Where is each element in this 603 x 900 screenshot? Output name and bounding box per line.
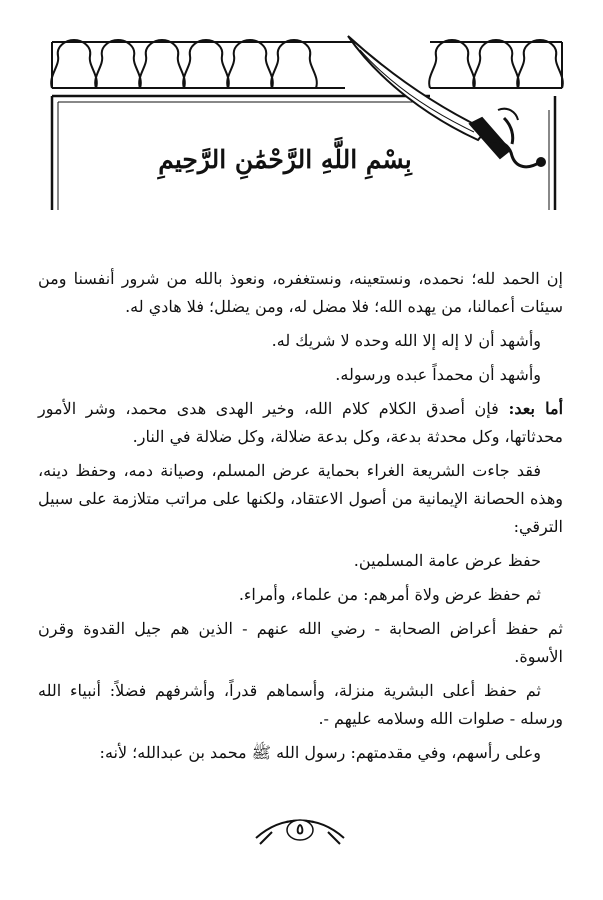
paragraph: إن الحمد لله؛ نحمده، ونستعينه، ونستغفره، ونعوذ بالله من شرور أنفسنا ومن سيئات أعمالنا، من يهده الله؛ فلا مضل له، ومن يضلل؛ فلا هادي له. (38, 269, 563, 316)
header-ornament (0, 0, 603, 230)
paragraph: فقد جاءت الشريعة الغراء بحماية عرض المسلم، وصيانة دمه، وحفظ دينه، وهذه الحصانة الإيمانية من أصول الاعتقاد، ولكنها على مراتب متلازمة على سبيل الترقي: (38, 461, 563, 536)
page-number: ٥ (295, 820, 305, 838)
paragraph: أما بعد: فإن أصدق الكلام كلام الله، وخير الهدى هدى محمد، وشر الأمور محدثاتها، وكل محدثة بدعة، وكل بدعة ضلالة، وكل ضلالة في النار. (38, 399, 564, 446)
paragraph: وأشهد أن محمداً عبده ورسوله. (335, 365, 541, 384)
page-body (38, 265, 563, 773)
basmala-heading: بِسْمِ اللَّهِ الرَّحْمَٰنِ الرَّحِيمِ (158, 145, 412, 174)
paragraph-lead: أما بعد: (508, 399, 564, 418)
paragraph: وعلى رأسهم، وفي مقدمتهم: رسول الله ﷺ محمد بن عبدالله؛ لأنه: (99, 743, 541, 762)
scalloped-border (51, 40, 563, 88)
paragraph: ثم حفظ أعلى البشرية منزلة، وأسماهم قدراً، وأشرفهم فضلاً: أنبياء الله ورسله - صلوات الله وسلامه عليهم -. (38, 681, 563, 728)
paragraph: ثم حفظ أعراض الصحابة - رضي الله عنهم - الذين هم جيل القدوة وقرن الأسوة. (38, 619, 563, 666)
paragraph: ثم حفظ عرض ولاة أمرهم: من علماء، وأمراء. (238, 585, 541, 604)
paragraph: حفظ عرض عامة المسلمين. (353, 551, 541, 570)
paragraph: وأشهد أن لا إله إلا الله وحده لا شريك له. (271, 331, 541, 350)
